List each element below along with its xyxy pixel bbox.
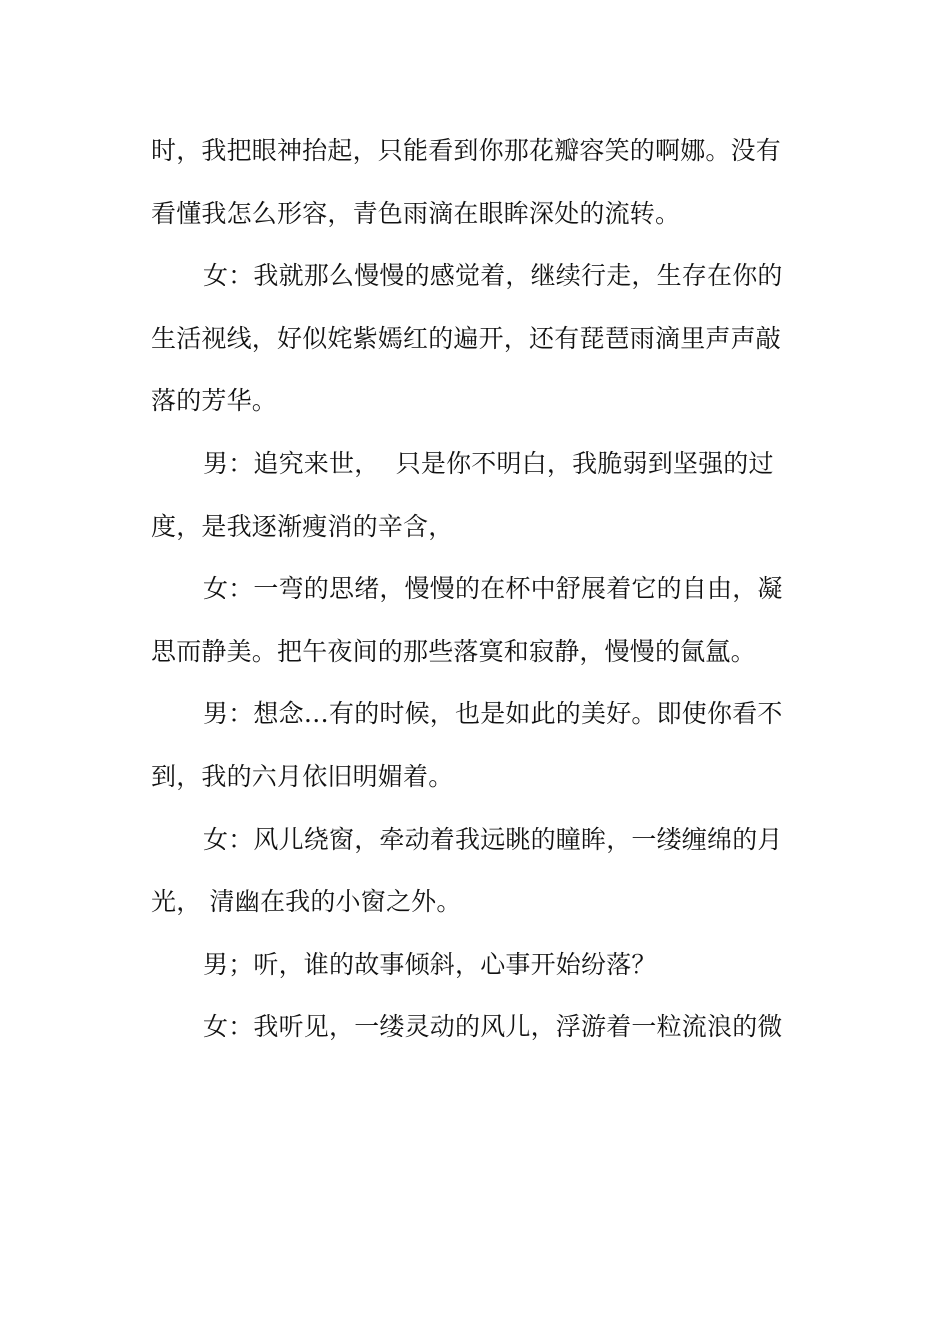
text-line: 女：风儿绕窗，牵动着我远眺的瞳眸，一缕缠绵的月	[203, 824, 783, 854]
text-line: 时，我把眼神抬起，只能看到你那花瓣容笑的啊娜。没有	[151, 136, 782, 165]
text-line: 光， 清幽在我的小窗之外。	[151, 887, 462, 917]
text-line: 到，我的六月依旧明媚着。	[151, 761, 454, 791]
text-line: 女：我听见，一缕灵动的风儿，浮游着一粒流浪的微	[203, 1012, 783, 1042]
text-line: 思而静美。把午夜间的那些落寞和寂静，慢慢的氤氲。	[151, 636, 756, 666]
text-line: 落的芳华。	[151, 386, 278, 416]
text-line: 生活视线，好似姹紫嫣红的遍开，还有琵琶雨滴里声声敲	[151, 323, 782, 353]
text-line: 男：追究来世， 只是你不明白，我脆弱到坚强的过	[203, 448, 774, 478]
text-line: 看懂我怎么形容，青色雨滴在眼眸深处的流转。	[151, 198, 681, 228]
text-line: 男：想念…有的时候，也是如此的美好。即使你看不	[203, 699, 783, 729]
text-line: 度，是我逐渐瘦消的辛含，	[151, 511, 454, 541]
document-body	[151, 126, 796, 1065]
text-line: 男；听，谁的故事倾斜，心事开始纷落？	[203, 949, 657, 979]
text-line: 女：一弯的思绪，慢慢的在杯中舒展着它的自由，凝	[203, 574, 783, 604]
text-line: 女：我就那么慢慢的感觉着，继续行走，生存在你的	[203, 261, 783, 291]
